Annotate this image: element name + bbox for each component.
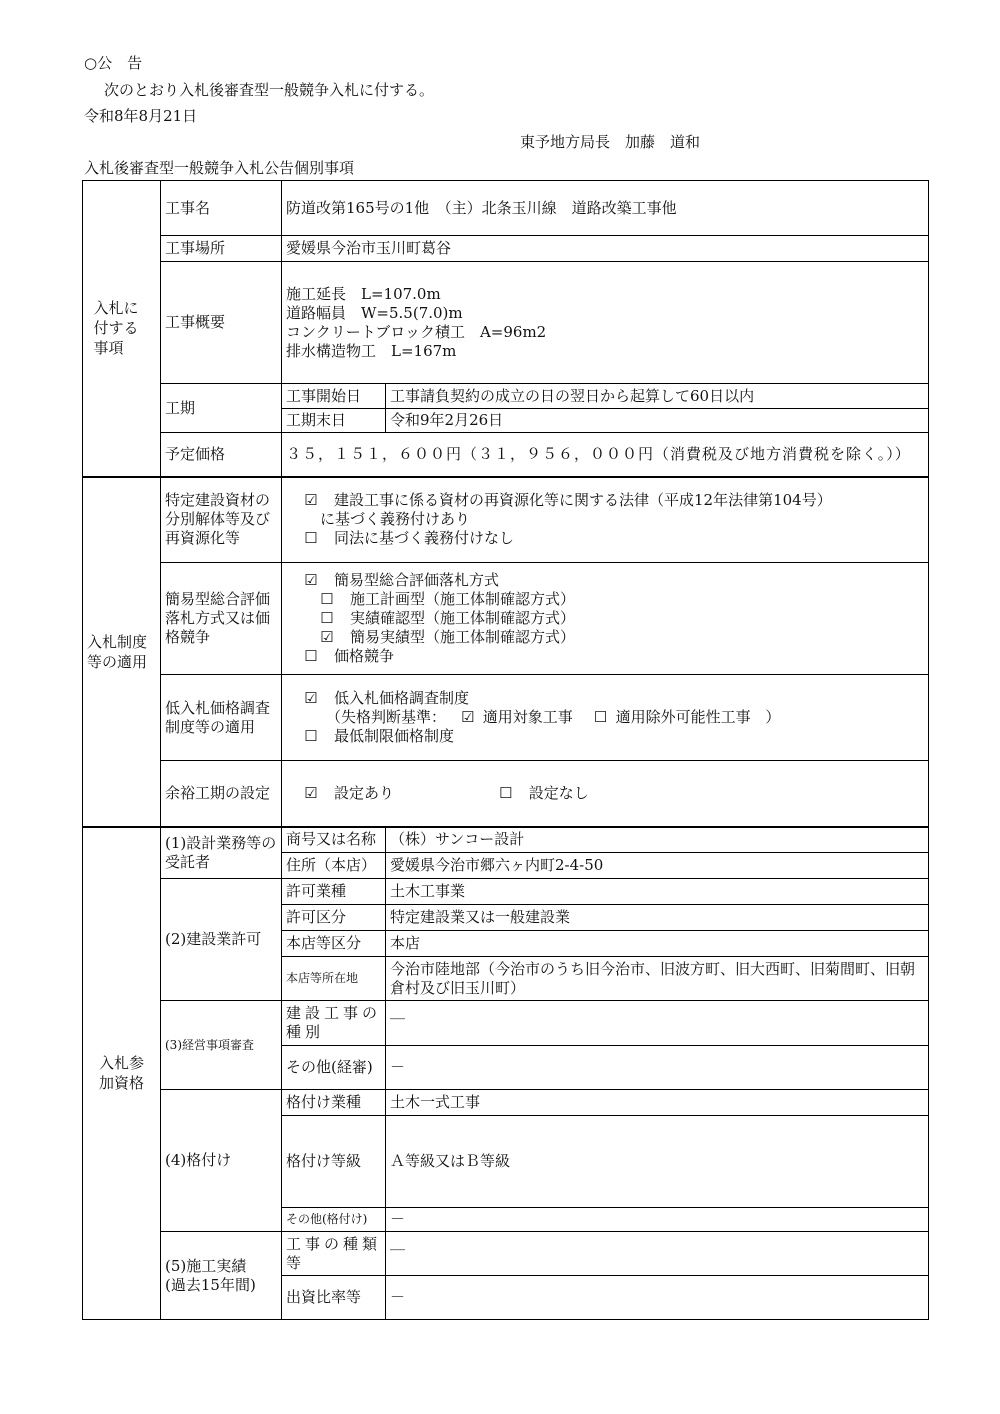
method-label: 簡易型総合評価落札方式又は価格競争 [161, 563, 282, 675]
design-addr: 愛媛県今治市郷六ヶ内町2-4-50 [386, 853, 929, 879]
review-kind: ＿ [386, 1001, 929, 1046]
notice-heading: ○公 告 [84, 54, 143, 72]
design-label: (1)設計業務等の受託者 [161, 827, 282, 879]
spare-opt1: 設定あり [334, 783, 395, 802]
record-label-line: (過去15年間) [165, 1275, 256, 1294]
work-name: 防道改第165号の1他 （主）北条玉川線 道路改築工事他 [282, 181, 929, 236]
overview-line: 施工延長 L=107.0m [286, 284, 441, 303]
spare-options [282, 761, 929, 827]
record-ratio-label: 出資比率等 [282, 1276, 386, 1320]
permit-type: 土木工事業 [386, 879, 929, 905]
checkbox-checked-icon: ☑ [304, 783, 318, 802]
recycle-opt2: 同法に基づく義務付けなし [334, 529, 515, 548]
method-opt1: 簡易型総合評価落札方式 [334, 571, 500, 589]
overview-line: 道路幅員 W=5.5(7.0)m [286, 303, 463, 322]
location-label: 工事場所 [161, 236, 282, 262]
checkbox-checked-icon: ☑ [320, 628, 334, 646]
issuer: 東予地方局長 加藤 道和 [520, 133, 701, 151]
rank-other-label: その他(格付け) [282, 1208, 386, 1232]
permit-label: (2)建設業許可 [161, 879, 282, 1001]
design-name-label: 商号又は名称 [282, 827, 386, 853]
checkbox-unchecked-icon: ☐ [320, 609, 334, 627]
spare-opt2: 設定なし [528, 783, 589, 802]
rank-type-label: 格付け業種 [282, 1090, 386, 1116]
checkbox-checked-icon: ☑ [304, 571, 318, 589]
section-bid-items-label: 入札に付する事項 [83, 181, 161, 477]
design-addr-label: 住所（本店） [282, 853, 386, 879]
low-criteria-b: 適用除外可能性工事 [615, 708, 751, 726]
rank-grade-label: 格付け等級 [282, 1116, 386, 1208]
bid-details-table [82, 180, 929, 1320]
overview-line: コンクリートブロック積工 A=96m2 [286, 322, 547, 341]
overview-line: 排水構造物工 L=167m [286, 341, 457, 360]
checkbox-checked-icon: ☑ [304, 689, 318, 707]
low-criteria-prefix: （失格判断基準： [326, 708, 447, 726]
method-sub3: 簡易実績型（施工体制確認方式） [350, 628, 576, 646]
permit-class-label: 許可区分 [282, 905, 386, 931]
section-system-label: 入札制度等の適用 [83, 477, 161, 827]
record-kind: ＿ [386, 1232, 929, 1276]
section-eligibility-label: 入札参加資格 [83, 827, 161, 1320]
hq-class: 本店 [386, 931, 929, 957]
low-opt1: 低入札価格調査制度 [334, 689, 470, 707]
record-kind-label: 工事の種類等 [282, 1232, 386, 1276]
checkbox-unchecked-icon: ☐ [304, 529, 318, 548]
rank-type: 土木一式工事 [386, 1090, 929, 1116]
method-sub2: 実績確認型（施工体制確認方式） [350, 609, 576, 627]
review-other-label: その他(経審) [282, 1046, 386, 1090]
checkbox-checked-icon: ☑ [461, 708, 475, 726]
period-label: 工期 [161, 384, 282, 433]
review-other: － [386, 1046, 929, 1090]
low-bid-label: 低入札価格調査制度等の適用 [161, 675, 282, 761]
low-bid-options [282, 675, 929, 761]
record-label [161, 1232, 282, 1320]
method-options [282, 563, 929, 675]
low-criteria-suffix: ） [765, 708, 781, 726]
table-title: 入札後審査型一般競争入札公告個別事項 [84, 159, 355, 177]
design-name: （株）サンコー設計 [386, 827, 929, 853]
review-label: (3)経営事項審査 [161, 1001, 282, 1090]
low-opt2: 最低制限価格制度 [334, 727, 455, 745]
end-value: 令和9年2月26日 [386, 409, 929, 433]
hq-class-label: 本店等区分 [282, 931, 386, 957]
checkbox-unchecked-icon: ☐ [499, 783, 513, 802]
hq-loc: 今治市陸地部（今治市のうち旧今治市、旧波方町、旧大西町、旧菊間町、旧朝倉村及び旧玉川町） [386, 957, 929, 1001]
checkbox-unchecked-icon: ☐ [593, 708, 608, 726]
checkbox-checked-icon: ☑ [304, 491, 318, 510]
recycle-options [282, 477, 929, 563]
notice-date: 令和8年8月21日 [84, 107, 198, 125]
end-label: 工期末日 [282, 409, 386, 433]
permit-class: 特定建設業又は一般建設業 [386, 905, 929, 931]
start-label: 工事開始日 [282, 384, 386, 409]
record-label-line: (5)施工実績 [165, 1256, 247, 1275]
start-value: 工事請負契約の成立の日の翌日から起算して60日以内 [386, 384, 929, 409]
rank-grade: Ａ等級又はＢ等級 [386, 1116, 929, 1208]
recycle-opt1b: に基づく義務付けあり [320, 510, 471, 529]
spare-label: 余裕工期の設定 [161, 761, 282, 827]
method-sub1: 施工計画型（施工体制確認方式） [350, 590, 576, 608]
location: 愛媛県今治市玉川町葛谷 [282, 236, 929, 262]
checkbox-unchecked-icon: ☐ [320, 590, 334, 608]
review-kind-label: 建設工事の種別 [282, 1001, 386, 1046]
overview [282, 262, 929, 384]
hq-loc-label: 本店等所在地 [282, 957, 386, 1001]
price-value: ３５，１５１，６００円（３１，９５６，０００円（消費税及び地方消費税を除く。）） [282, 433, 929, 477]
low-criteria-a: 適用対象工事 [482, 708, 573, 726]
recycle-opt1: 建設工事に係る資材の再資源化等に関する法律（平成12年法律第104号） [334, 491, 832, 510]
permit-type-label: 許可業種 [282, 879, 386, 905]
record-ratio: － [386, 1276, 929, 1320]
method-opt2: 価格競争 [334, 647, 395, 665]
overview-label: 工事概要 [161, 262, 282, 384]
checkbox-unchecked-icon: ☐ [304, 647, 318, 665]
price-label: 予定価格 [161, 433, 282, 477]
intro-text: 次のとおり入札後審査型一般競争入札に付する。 [104, 81, 435, 99]
rank-other: － [386, 1208, 929, 1232]
rank-label: (4)格付け [161, 1090, 282, 1232]
recycle-label: 特定建設資材の分別解体等及び再資源化等 [161, 477, 282, 563]
checkbox-unchecked-icon: ☐ [304, 727, 318, 745]
work-name-label: 工事名 [161, 181, 282, 236]
